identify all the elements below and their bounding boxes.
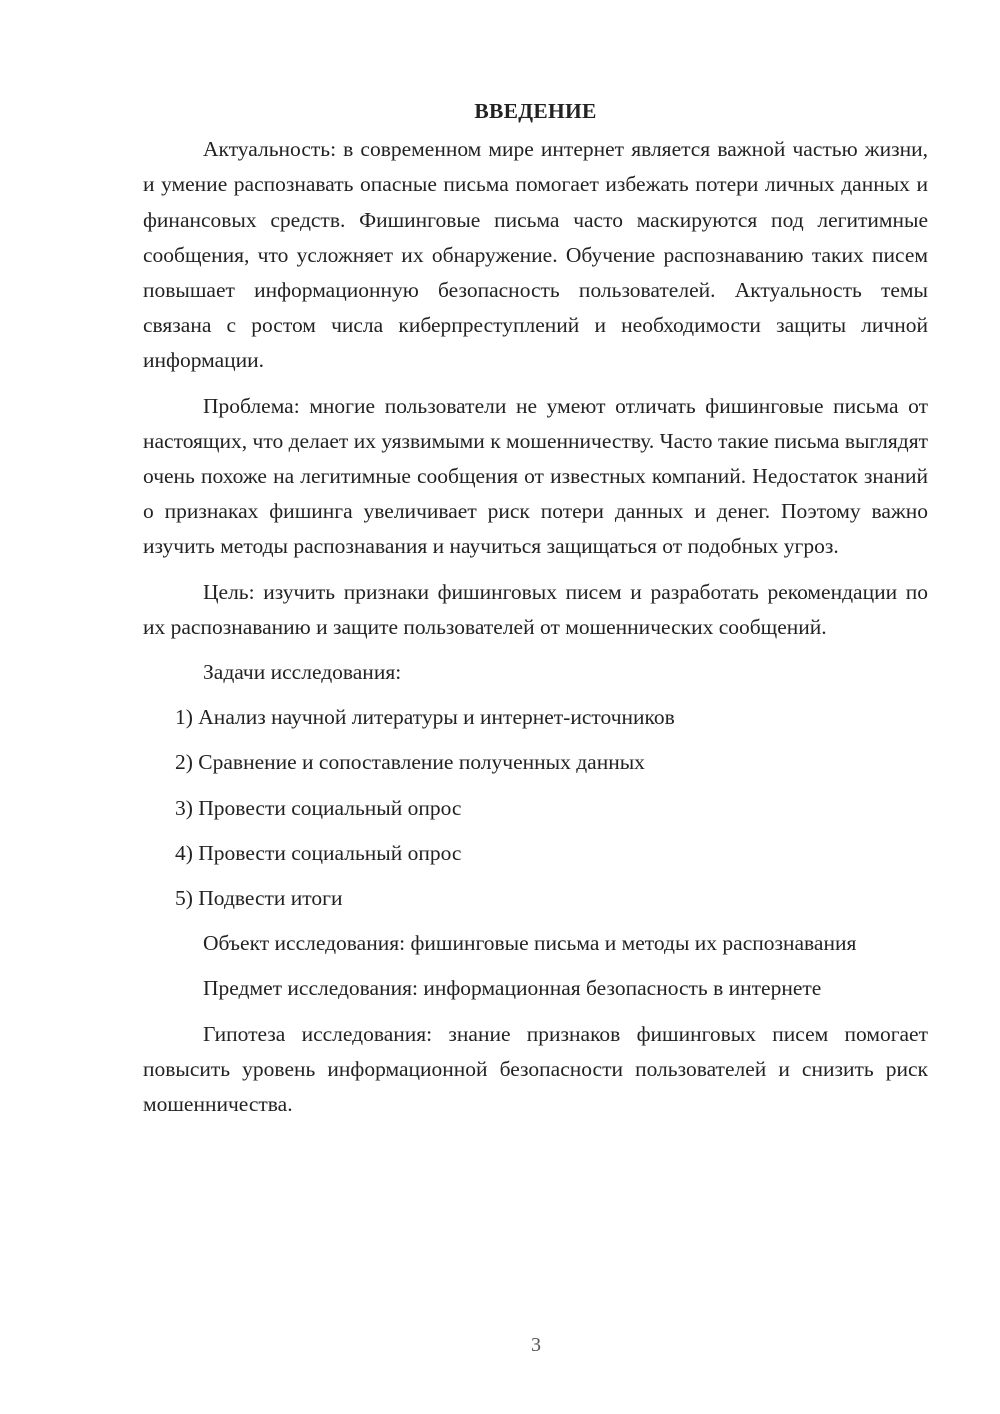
subject-paragraph: Предмет исследования: информационная безопасность в интернете [203,976,822,1001]
task-item-4: 4) Провести социальный опрос [175,840,462,865]
page-number: 3 [531,1334,541,1356]
task-item-2: 2) Сравнение и сопоставление полученных данных [175,750,645,775]
goal-paragraph: Цель: изучить признаки фишинговых писем и разработать рекомендации по их распознаванию и защите пользователей от мошеннических сообщений. [143,579,928,639]
task-item-5: 5) Подвести итоги [175,886,343,911]
object-paragraph: Объект исследования: фишинговые письма и методы их распознавания [203,931,857,956]
section-title: ВВЕДЕНИЕ [474,99,597,123]
tasks-heading: Задачи исследования: [203,660,402,685]
document-body [143,94,928,1132]
task-item-1: 1) Анализ научной литературы и интернет-источников [175,705,675,730]
task-item-3: 3) Провести социальный опрос [175,795,462,820]
hypothesis-paragraph: Гипотеза исследования: знание признаков фишинговых писем помогает повысить уровень информационной безопасности пользователей и снизить риск мошенничества. [143,1021,928,1117]
relevance-paragraph: Актуальность: в современном мире интернет является важной частью жизни, и умение распознавать опасные письма помогает избежать потери личных данных и финансовых средств. Фишинговые письма часто маскируются под легитимные сообщения, что усложняет их обнаружение. Обучение распознаванию таких писем повышает информационную безопасность пользователей. Актуальность темы связана с ростом числа киберпреступлений и необходимости защиты личной информации. [143,137,928,373]
problem-paragraph: Проблема: многие пользователи не умеют отличать фишинговые письма от настоящих, что делает их уязвимыми к мошенничеству. Часто такие письма выглядят очень похоже на легитимные сообщения от известных компаний. Недостаток знаний о признаках фишинга увеличивает риск потери данных и денег. Поэтому важно изучить методы распознавания и научиться защищаться от подобных угроз. [143,393,928,559]
tasks-list [143,700,928,916]
